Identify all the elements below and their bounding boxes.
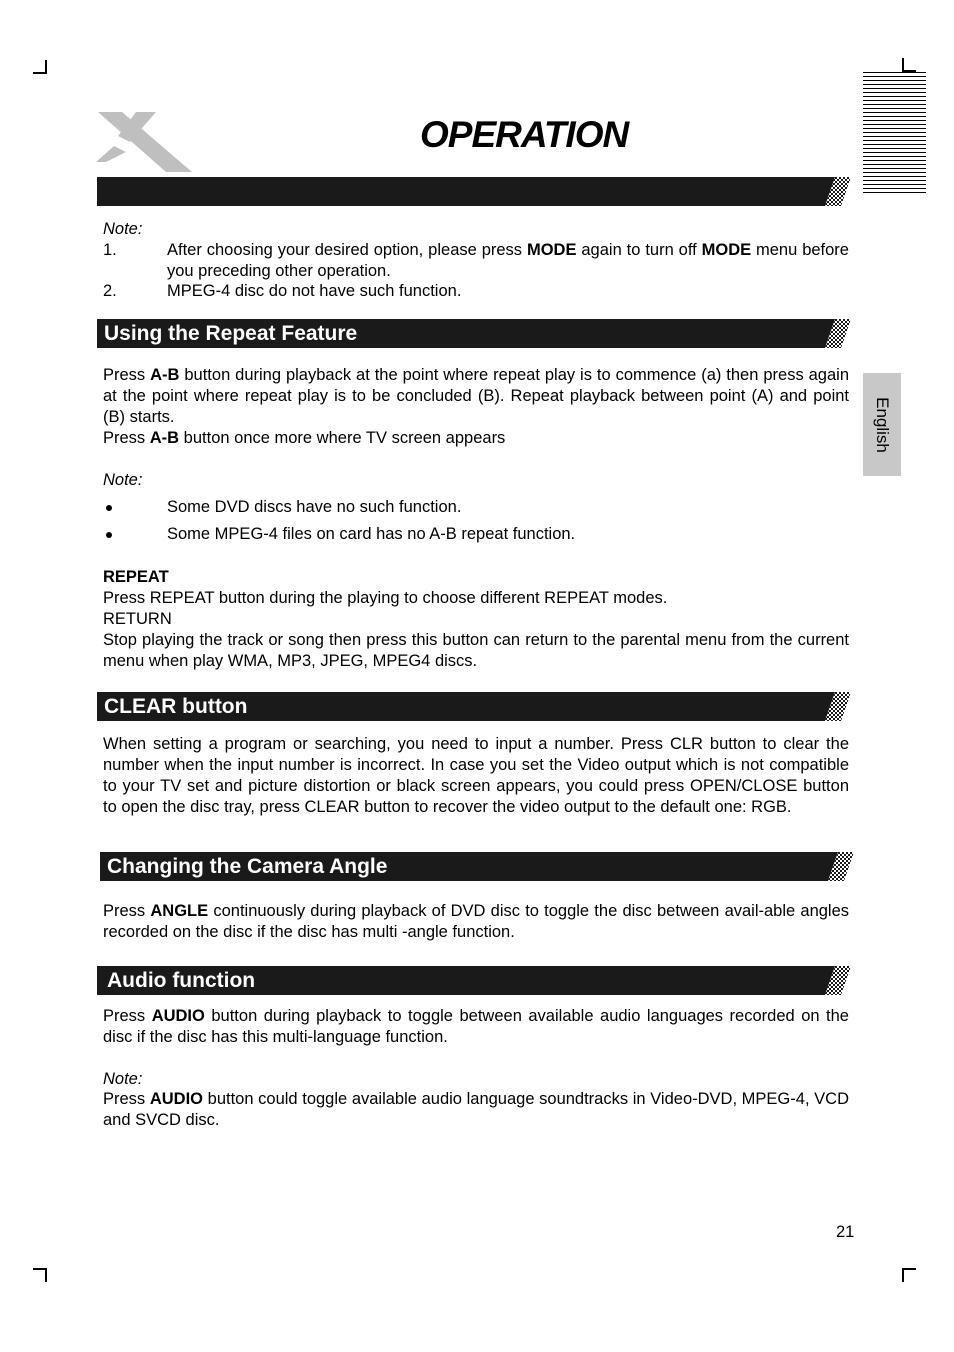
angle-paragraph: Press ANGLE continuously during playback of DVD disc to toggle the disc between avail-able angles recorded on the disc if the disc has multi -angle function. (103, 902, 850, 941)
repeat-note-label: Note: (103, 471, 143, 489)
decorative-stripes (863, 72, 926, 196)
bullet-icon (106, 532, 112, 538)
x-logo-icon (96, 108, 192, 179)
crop-mark-top-left (33, 60, 47, 74)
repeat-paragraph: Press A-B button during playback at the point where repeat play is to commence (a) then press again at the point where repeat play is to be concluded (B). Repeat playback between point (A) and point (B) starts. Press A-B button once more where TV screen appears (103, 366, 849, 447)
language-tab (863, 373, 901, 476)
bullet-icon (106, 505, 112, 511)
section-heading-repeat: Using the Repeat Feature (97, 319, 851, 348)
crop-mark-top-right (902, 58, 916, 72)
hatch-decoration (811, 177, 851, 206)
clear-paragraph: When setting a program or searching, you need to input a number. Press CLR button to clear the number when the input number is incorrect. In case you set the Video output which is not compatible to your TV set and picture distortion or black screen appears, you could press OPEN/CLOSE button to open the disc tray, press CLEAR button to recover the video output to the default one: RGB. (103, 735, 849, 816)
section-heading-clear: CLEAR button (97, 692, 851, 721)
audio-note-label: Note: (103, 1070, 143, 1088)
hatch-decoration (811, 319, 851, 348)
page-title: OPERATION (420, 114, 629, 155)
hatch-decoration (814, 852, 854, 881)
hatch-decoration (811, 692, 851, 721)
crop-mark-bottom-right (902, 1268, 916, 1282)
page-number: 21 (836, 1223, 855, 1241)
intro-note-label: Note: (103, 220, 143, 238)
header-bar (97, 177, 851, 206)
repeat-details: REPEAT Press REPEAT button during the playing to choose different REPEAT modes. RETURN Stop playing the track or song then press this button can return to the parental menu from the current menu when play WMA, MP3, JPEG, MPEG4 discs. (103, 568, 849, 670)
section-heading-angle: Changing the Camera Angle (100, 852, 854, 881)
section-heading-audio: Audio function (97, 966, 851, 995)
hatch-decoration (811, 966, 851, 995)
crop-mark-bottom-left (33, 1268, 47, 1282)
note-item: 1. After choosing your desired option, please press MODE again to turn off MODE menu before you preceding other operation. (103, 241, 849, 280)
language-tab-label: English (873, 396, 892, 453)
audio-note-text: Press AUDIO button could toggle available audio language soundtracks in Video-DVD, MPEG-4, VCD and SVCD disc. (103, 1090, 849, 1129)
audio-paragraph: Press AUDIO button during playback to toggle between available audio languages recorded on the disc if the disc has this multi-language function. (103, 1007, 849, 1046)
